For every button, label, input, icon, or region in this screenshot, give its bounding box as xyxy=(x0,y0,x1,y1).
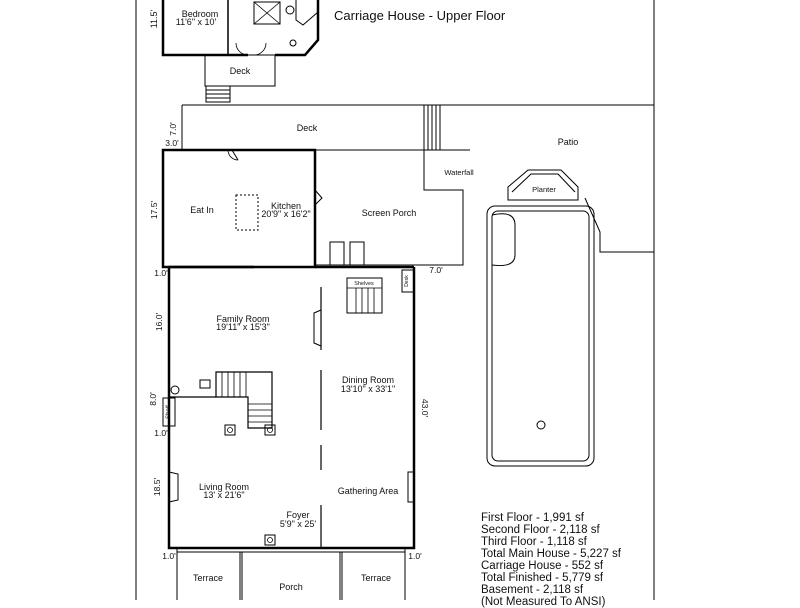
area-summary-line: Basement - 2,118 sf xyxy=(481,584,584,596)
dim-deck-offset: 3.0' xyxy=(165,138,179,148)
bedroom-dims: 11'6" x 10' xyxy=(175,17,217,27)
kitchen-label: Kitchen xyxy=(270,201,302,211)
terrace-right-label: Terrace xyxy=(360,573,392,583)
screen-porch-steps xyxy=(330,242,364,265)
area-summary-line: Total Main House - 5,227 sf xyxy=(481,548,621,560)
patio-label: Patio xyxy=(557,137,579,147)
carriage-deck-label: Deck xyxy=(229,66,251,76)
kitchen-island xyxy=(236,195,258,230)
shelf-label: Shelf xyxy=(166,405,172,419)
dim-family-height: 16.0' xyxy=(154,312,164,332)
area-summary-line: First Floor - 1,991 sf xyxy=(481,512,584,524)
family-fireplace xyxy=(314,310,321,346)
foyer-dims: 5'9" x 25' xyxy=(279,519,317,529)
dim-kitchen-height: 17.5' xyxy=(149,200,159,220)
area-summary-line: Total Finished - 5,779 sf xyxy=(481,572,604,584)
family-room-label: Family Room xyxy=(216,314,270,324)
planter-label: Planter xyxy=(532,185,556,194)
living-room-dims: 13' x 21'6" xyxy=(203,490,245,500)
gathering-area-label: Gathering Area xyxy=(337,486,399,496)
dim-living-height: 18.5' xyxy=(152,477,162,497)
deck-outline xyxy=(182,105,492,265)
area-summary-line: Carriage House - 552 sf xyxy=(481,560,604,572)
waterfall-label: Waterfall xyxy=(444,168,474,177)
area-summary-line: Third Floor - 1,118 sf xyxy=(481,536,587,548)
dim-step-bottom-left: 1.0' xyxy=(162,551,176,561)
shelves-label: Shelves xyxy=(354,281,374,287)
carriage-stair-rail xyxy=(296,0,318,25)
carriage-deck-stairs xyxy=(206,86,230,102)
area-summary-line: Second Floor - 2,118 sf xyxy=(481,524,600,536)
dim-stair-height: 8.0' xyxy=(148,392,158,406)
dim-step-bottom-right: 1.0' xyxy=(408,551,422,561)
bedroom-label: Bedroom xyxy=(181,9,219,19)
dim-dining-height: 43.0' xyxy=(420,398,430,418)
screen-porch-label: Screen Porch xyxy=(361,208,417,218)
dining-room-dims: 13'10" x 33'1" xyxy=(340,384,396,394)
pool xyxy=(487,206,594,466)
dining-room-label: Dining Room xyxy=(341,375,395,385)
carriage-side-dim: 11.5' xyxy=(149,9,159,29)
carriage-house-title: Carriage House - Upper Floor xyxy=(334,8,506,23)
deck-steps xyxy=(424,105,470,150)
porch-label: Porch xyxy=(279,582,303,592)
dim-deck-height: 7.0' xyxy=(168,122,178,136)
kitchen-dims: 20'9" x 16'2" xyxy=(261,209,311,219)
carriage-house xyxy=(149,0,506,102)
living-room-label: Living Room xyxy=(198,482,250,492)
patio-outline xyxy=(492,105,654,252)
dimension-labels xyxy=(148,122,443,561)
terrace-left-label: Terrace xyxy=(192,573,224,583)
main-staircase xyxy=(216,372,272,428)
dim-step-middle: 1.0' xyxy=(154,428,168,438)
eat-in-label: Eat In xyxy=(190,205,214,215)
living-fireplace xyxy=(169,472,178,502)
deck-label: Deck xyxy=(296,123,318,133)
foyer-label: Foyer xyxy=(286,510,310,520)
dim-screen-porch-offset: 7.0' xyxy=(429,265,443,275)
dim-step-upper: 1.0' xyxy=(154,268,168,278)
exterior-structures xyxy=(182,105,654,466)
area-summary-line: (Not Measured To ANSI) xyxy=(481,596,606,608)
area-summary xyxy=(481,512,781,608)
family-room-dims: 19'11" x 15'3" xyxy=(216,322,270,332)
desk-label: Desk xyxy=(404,275,410,287)
